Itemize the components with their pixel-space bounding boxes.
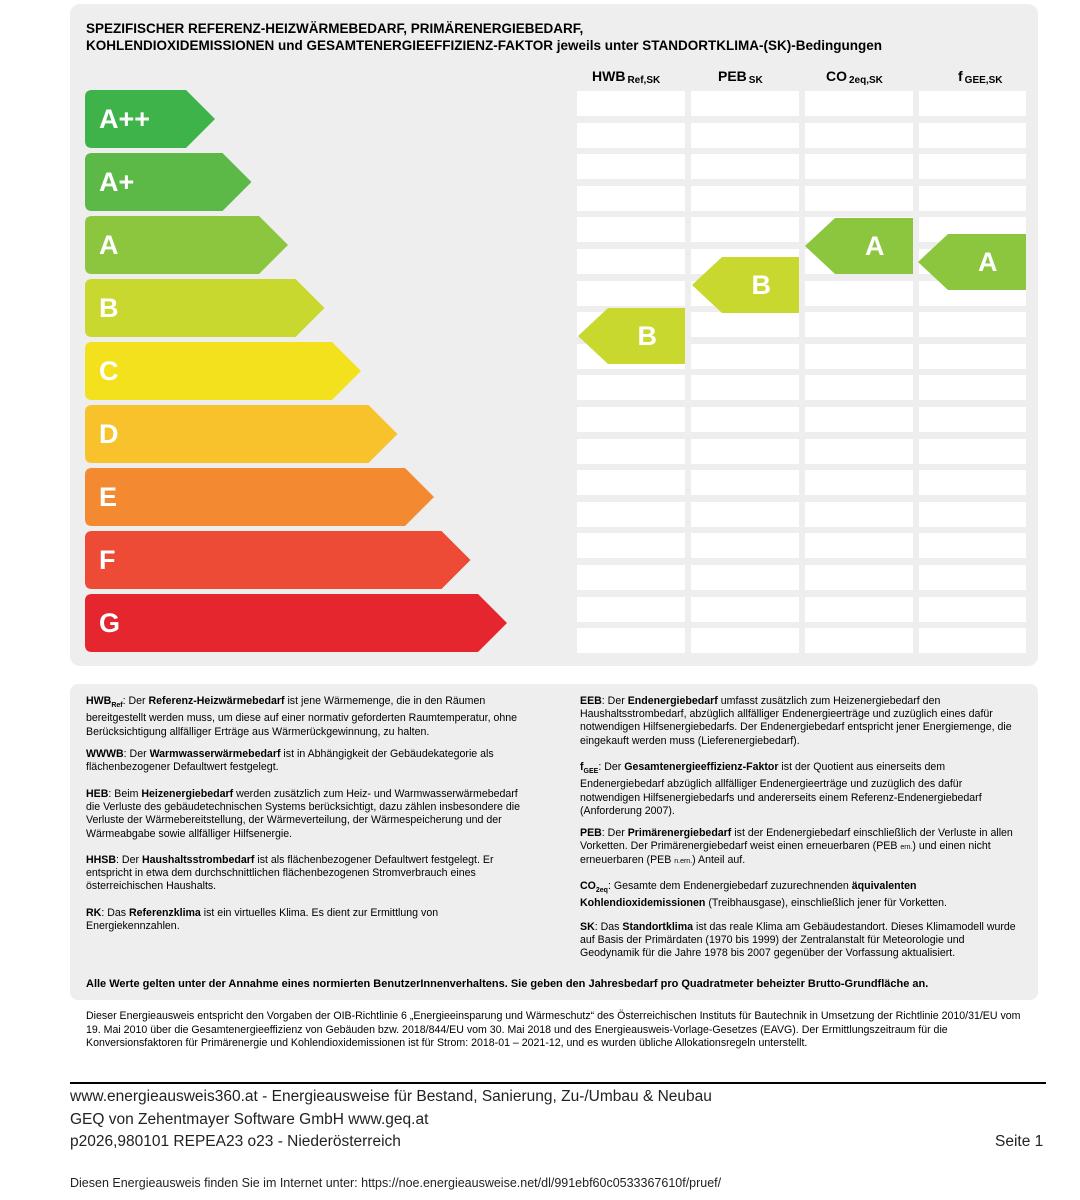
grid-cell xyxy=(919,407,1026,432)
grid-cell xyxy=(805,91,913,116)
scale-band-g: G xyxy=(85,594,507,652)
title-line-2: KOHLENDIOXIDEMISSIONEN und GESAMTENERGIEEFFIZIENZ-FAKTOR jeweils unter STANDORTKLIMA-(SK)-Bedingungen xyxy=(86,38,883,53)
grid-cell xyxy=(919,344,1026,369)
scale-arrow xyxy=(85,405,398,463)
definition-hwb: $HWB_{Ref}$: Der Referenz-Heizwärmebedarf ist jene Wärmemenge, die in den Räumen bereitgestellt werden muss, um diese auf einer normativ geforderten Raumtemperatur, ohne Berücksichtigung allfälliger Erträge aus Wärmerückgewinnung, zu halten. xyxy=(86,695,518,738)
grid-cell xyxy=(691,344,799,369)
grid-cell xyxy=(577,186,685,211)
grid-cell xyxy=(805,439,913,464)
grid-cell xyxy=(805,628,913,653)
grid-cell xyxy=(691,628,799,653)
grid-cell xyxy=(691,565,799,590)
scale-band-b: B xyxy=(85,279,325,337)
definition-wwwb: WWWB: Der Warmwasserwärmebedarf ist in Abhängigkeit der Gebäudekategorie als flächenbezogener Defaultwert festgelegt. xyxy=(86,748,494,774)
definition-eeb: EEB: Der Endenergiebedarf umfasst zusätzlich zum Heizenergiebedarf den Haushaltsstrombedarf, abzüglich allfälliger Endenergieerträge und zuzüglich eines dafür notwendigen Hilfsenergiebedarfs. Der Endenergiebedarf entspricht jener Energiemenge, die eingekauft werden muss (Lieferenergiebedarf). xyxy=(580,695,1012,747)
grid-cell xyxy=(691,217,799,242)
grid-cell xyxy=(577,123,685,148)
grid-cell xyxy=(805,565,913,590)
scale-arrow xyxy=(85,594,507,652)
grid-cell xyxy=(577,533,685,558)
values-notice: Alle Werte gelten unter der Annahme eines normierten BenutzerInnenverhaltens. Sie geben den Jahresbedarf pro Quadratmeter beheizter Brutto-Grundfläche an. xyxy=(86,978,929,990)
definition-heb: HEB: Beim Heizenergiebedarf werden zusätzlich zum Heiz- und Warmwasserwärmebedarf die Verluste des gebäudetechnischen Systems berücksichtigt, dazu zählen insbesondere die Verluste der Wärmebereitstellung, der Wärmeverteilung, der Wärmespeicherung und der Wärmeabgabe sowie allfälliger Hilfsenergie. xyxy=(86,788,521,840)
online-link-text: Diesen Energieausweis finden Sie im Internet unter: https://noe.energieausweise.net/dl/991ebf60c0533367610f/pruef/ xyxy=(70,1176,722,1190)
scale-band-a-plus: A+ xyxy=(85,153,252,211)
legal-notice: Dieser Energieausweis entspricht den Vorgaben der OIB-Richtlinie 6 „Energieeinsparung und Wärmeschutz“ des Österreichischen Instituts für Bautechnik in Umsetzung der Richtlinie 2010/31/EU vom 19. Mai 2010 über die Gesamtenergieeffizienz von Gebäuden bzw. 2018/844/EU vom 30. Mai 2018 und des Energieausweis-Vorlage-Gesetzes (EAVG). Der Ermittlungszeitraum für die Konversionsfaktoren für Primärenergie und Kohlendioxidemissionen ist für Strom: 2018-01 – 2021-12, und es wurden übliche Allokationsregeln unterstellt. xyxy=(86,1010,1021,1049)
grid-cell xyxy=(577,597,685,622)
grid-cell xyxy=(805,281,913,306)
grid-cell xyxy=(577,565,685,590)
column-header-co2: CO $_{2eq,SK}$ xyxy=(826,68,883,86)
grid-cell xyxy=(691,502,799,527)
footer-software-line: GEQ von Zehentmayer Software GmbH www.geq.at xyxy=(70,1111,429,1128)
grid-cell xyxy=(805,533,913,558)
grid-cell xyxy=(577,628,685,653)
grid-cell xyxy=(691,312,799,337)
grid-cell xyxy=(691,470,799,495)
grid-cell xyxy=(919,375,1026,400)
grid-cell xyxy=(919,628,1026,653)
grid-cell xyxy=(577,154,685,179)
grid-cell xyxy=(577,470,685,495)
grid-cell xyxy=(577,502,685,527)
scale-band-f: F xyxy=(85,531,471,589)
scale-band-a-plus-plus: A++ xyxy=(85,90,215,148)
grid-cell xyxy=(577,217,685,242)
definition-fgee: $f_{GEE}$: Der Gesamtenergieeffizienz-Faktor ist der Quotient aus einerseits dem Endenergiebedarf abzüglich allfälliger Endenergieerträge und zuzüglich des dafür notwendigen Hilfsenergiebedarfs und andererseits einem Referenz-Endenergiebedarf (Anforderung 2007). xyxy=(580,761,982,817)
grid-cell xyxy=(805,597,913,622)
column-header-peb: PEB $_{SK}$ xyxy=(718,68,763,86)
grid-cell xyxy=(919,186,1026,211)
footer-website-line: www.energieausweis360.at - Energieausweise für Bestand, Sanierung, Zu-/Umbau & Neubau xyxy=(70,1088,712,1105)
grid-cell xyxy=(919,502,1026,527)
title-line-1: SPEZIFISCHER REFERENZ-HEIZWÄRMEBEDARF, PRIMÄRENERGIEBEDARF, xyxy=(86,21,584,36)
definition-hhsb: HHSB: Der Haushaltsstrombedarf ist als flächenbezogener Defaultwert festgelegt. Er entspricht in etwa dem durchschnittlichen flächenbezogenen Stromverbrauch eines österreichischen Haushalts. xyxy=(86,854,494,893)
grid-cell xyxy=(691,407,799,432)
grid-cell xyxy=(691,597,799,622)
marker-arrow xyxy=(578,308,685,364)
grid-cell xyxy=(919,597,1026,622)
rating-marker-peb: B xyxy=(692,257,799,313)
scale-band-e: E xyxy=(85,468,434,526)
definition-sk: SK: Das Standortklima ist das reale Klima am Gebäudestandort. Dieses Klimamodell wurde auf Basis der Primärdaten (1970 bis 1999) der Zentralanstalt für Meteorologie und Geodynamik für die Jahre 1978 bis 2007 gegenüber der Vorfassung aktualisiert. xyxy=(580,921,1016,960)
marker-arrow xyxy=(692,257,799,313)
scale-band-c: C xyxy=(85,342,361,400)
grid-cell xyxy=(805,186,913,211)
footer-project-line: p2026,980101 REPEA23 o23 - Niederösterreich xyxy=(70,1133,401,1150)
grid-cell xyxy=(919,123,1026,148)
column-header-fgee: f $_{GEE,SK}$ xyxy=(958,68,1003,86)
certificate-title xyxy=(86,20,1026,54)
grid-cell xyxy=(919,533,1026,558)
grid-cell xyxy=(691,91,799,116)
grid-cell xyxy=(919,470,1026,495)
grid-cell xyxy=(691,186,799,211)
grid-cell xyxy=(691,375,799,400)
grid-cell xyxy=(805,312,913,337)
column-header-hwb: HWB $_{Ref,SK}$ xyxy=(592,68,661,86)
grid-cell xyxy=(805,407,913,432)
grid-cell xyxy=(805,470,913,495)
grid-cell xyxy=(919,439,1026,464)
grid-cell xyxy=(691,123,799,148)
grid-cell xyxy=(805,502,913,527)
grid-cell xyxy=(577,91,685,116)
grid-cell xyxy=(691,154,799,179)
grid-cell xyxy=(805,123,913,148)
grid-cell xyxy=(577,439,685,464)
marker-arrow xyxy=(918,234,1026,290)
page-number: Seite 1 xyxy=(995,1133,1044,1150)
grid-cell xyxy=(691,533,799,558)
scale-band-a: A xyxy=(85,216,288,274)
grid-cell xyxy=(919,565,1026,590)
scale-arrow xyxy=(85,342,361,400)
grid-cell xyxy=(805,154,913,179)
definition-rk: RK: Das Referenzklima ist ein virtuelles Klima. Es dient zur Ermittlung von Energiekennzahlen. xyxy=(86,907,439,933)
grid-cell xyxy=(919,154,1026,179)
rating-marker-co2: A xyxy=(805,218,913,274)
scale-band-d: D xyxy=(85,405,398,463)
grid-cell xyxy=(577,375,685,400)
scale-arrow xyxy=(85,279,325,337)
grid-cell xyxy=(691,439,799,464)
scale-arrow xyxy=(85,531,471,589)
grid-cell xyxy=(919,91,1026,116)
grid-cell xyxy=(919,312,1026,337)
grid-cell xyxy=(577,281,685,306)
grid-cell xyxy=(805,375,913,400)
scale-arrow xyxy=(85,468,434,526)
definition-peb: PEB: Der Primärenergiebedarf ist der Endenergiebedarf einschließlich der Verluste in allen Vorketten. Der Primärenergiebedarf weist einen erneuerbaren (PEB ern.) und einen nicht erneuerbaren (PEB n.ern.) Anteil auf. xyxy=(580,827,1013,867)
grid-cell xyxy=(577,407,685,432)
definition-co2: $CO_{2eq}$: Gesamte dem Endenergiebedarf zuzurechnenden äquivalenten Kohlendioxidemissionen (Treibhausgase), einschließlich jener für Vorketten. xyxy=(580,880,948,910)
rating-marker-fgee: A xyxy=(918,234,1026,290)
rating-marker-hwb: B xyxy=(578,308,685,364)
footer-divider xyxy=(70,1082,1046,1084)
marker-arrow xyxy=(805,218,913,274)
grid-cell xyxy=(805,344,913,369)
grid-cell xyxy=(577,249,685,274)
